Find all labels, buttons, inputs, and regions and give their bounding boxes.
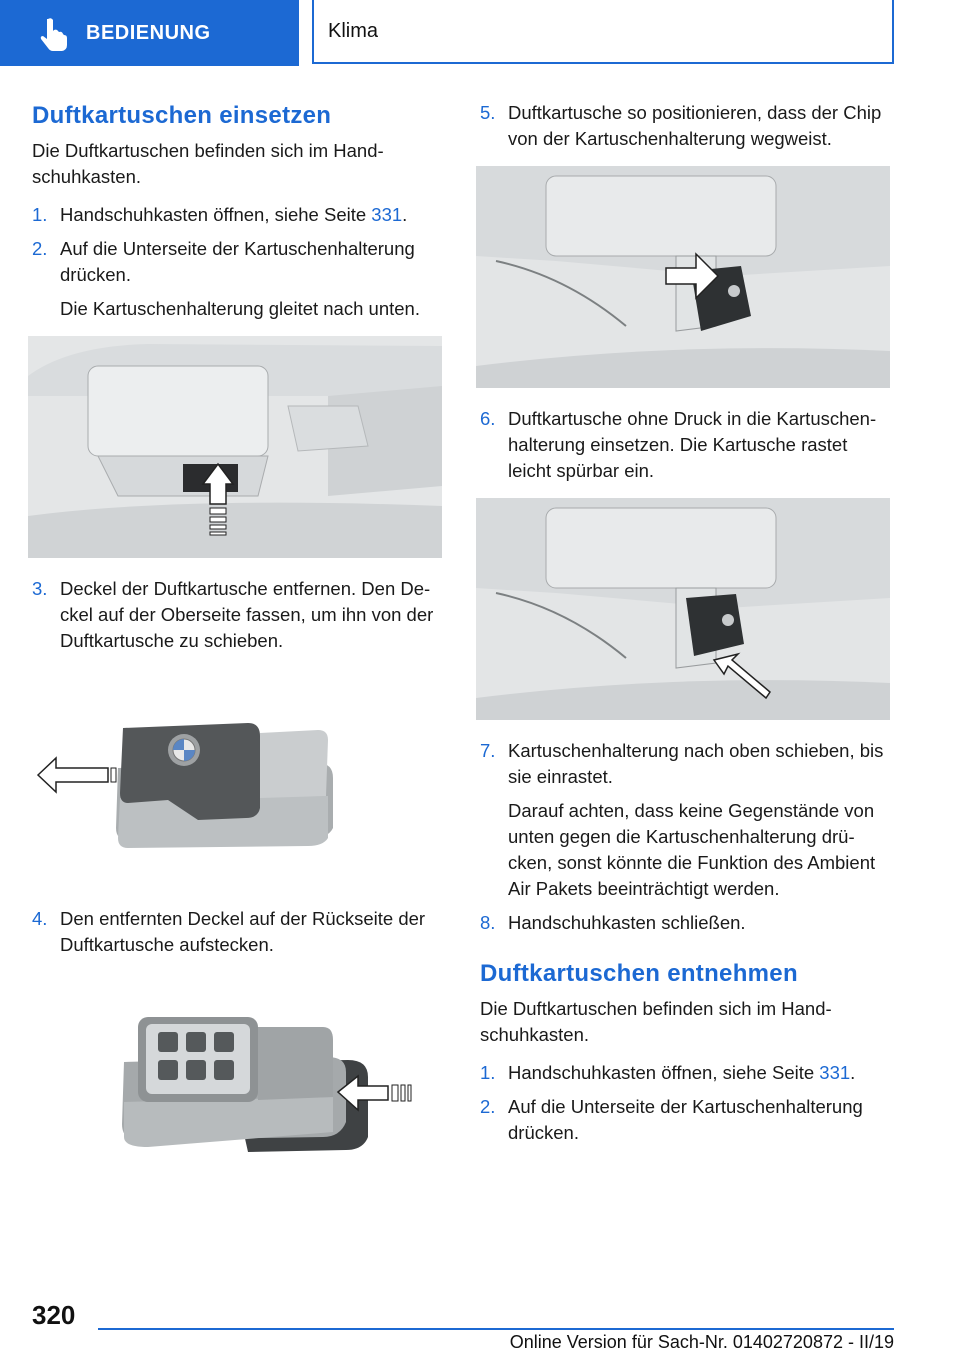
step-number: 8.	[480, 912, 496, 933]
step-number: 4.	[32, 908, 48, 929]
step-item: 1. Handschuhkasten öffnen, siehe Seite 331.	[32, 202, 446, 228]
section-tab	[0, 0, 299, 66]
step-item	[480, 1094, 894, 1146]
step-number: 1.	[32, 204, 48, 225]
step-item	[480, 406, 894, 484]
footer-divider	[98, 1328, 894, 1330]
figure-position-cartridge	[476, 166, 890, 388]
figure-attach-lid-back	[28, 972, 442, 1194]
step-item: 1. Handschuhkasten öffnen, siehe Seite 331.	[480, 1060, 894, 1086]
step-number: 7.	[480, 740, 496, 761]
page-number: 320	[32, 1300, 76, 1330]
step-item	[32, 236, 446, 322]
page-reference-link[interactable]: 331	[819, 1062, 851, 1083]
step-text: Auf die Unterseite der Kartuschenhalterung drücken.	[60, 238, 415, 285]
step-number: 2.	[480, 1096, 496, 1117]
chapter-header	[312, 0, 894, 64]
section-label: BEDIENUNG	[86, 21, 211, 44]
step-number: 1.	[480, 1062, 496, 1083]
step-note: Die Kartuschenhalterung gleitet nach unten.	[60, 298, 420, 319]
right-column	[480, 100, 894, 1154]
step-item	[32, 576, 446, 654]
step-text: Duftkartusche so positionieren, dass der Chip von der Kartuschenhalterung wegweist.	[508, 102, 882, 149]
step-number: 5.	[480, 102, 496, 123]
figure-holder-push-up	[28, 336, 442, 558]
step-note: Darauf achten, dass keine Gegenstände von unten gegen die Kartuschenhalterung drü-cken, sonst könnte die Funktion des Ambient Air Pakets beeinträchtigt werden.	[508, 800, 876, 899]
step-text: Duftkartusche ohne Druck in die Kartuschen-halterung einsetzen. Die Kartusche rastet leicht spürbar ein.	[508, 408, 877, 481]
left-column	[32, 100, 446, 1212]
page-reference-link[interactable]: 331	[371, 204, 403, 225]
step-item	[480, 910, 894, 936]
footer-version-text: Online Version für Sach-Nr. 01402720872 - II/19	[509, 1332, 894, 1352]
figure-insert-cartridge	[476, 498, 890, 720]
intro-text: Die Duftkartuschen befinden sich im Hand-schuhkasten.	[480, 998, 832, 1045]
intro-text: Die Duftkartuschen befinden sich im Hand-schuhkasten.	[32, 140, 384, 187]
step-text: Deckel der Duftkartusche entfernen. Den De-ckel auf der Oberseite fassen, um ihn von der Duftkartusche zu schieben.	[60, 578, 434, 651]
section-heading-remove: Duftkartuschen entnehmen	[480, 960, 798, 987]
step-text: Den entfernten Deckel auf der Rückseite der Duftkartusche aufstecken.	[60, 908, 426, 955]
figure-remove-lid	[28, 668, 442, 888]
step-text: Handschuhkasten schließen.	[508, 912, 746, 933]
step-number: 2.	[32, 238, 48, 259]
step-text: Auf die Unterseite der Kartuschenhalterung drücken.	[508, 1096, 863, 1143]
step-number: 6.	[480, 408, 496, 429]
step-number: 3.	[32, 578, 48, 599]
section-heading-insert: Duftkartuschen einsetzen	[32, 102, 332, 129]
hand-pointer-icon	[32, 13, 72, 53]
step-item	[480, 738, 894, 902]
chapter-label: Klima	[328, 19, 379, 42]
step-text: Kartuschenhalterung nach oben schieben, bis sie einrastet.	[508, 740, 884, 787]
step-item	[32, 906, 446, 958]
step-item	[480, 100, 894, 152]
step-text: Handschuhkasten öffnen, siehe Seite	[60, 204, 372, 225]
step-text: Handschuhkasten öffnen, siehe Seite	[508, 1062, 820, 1083]
